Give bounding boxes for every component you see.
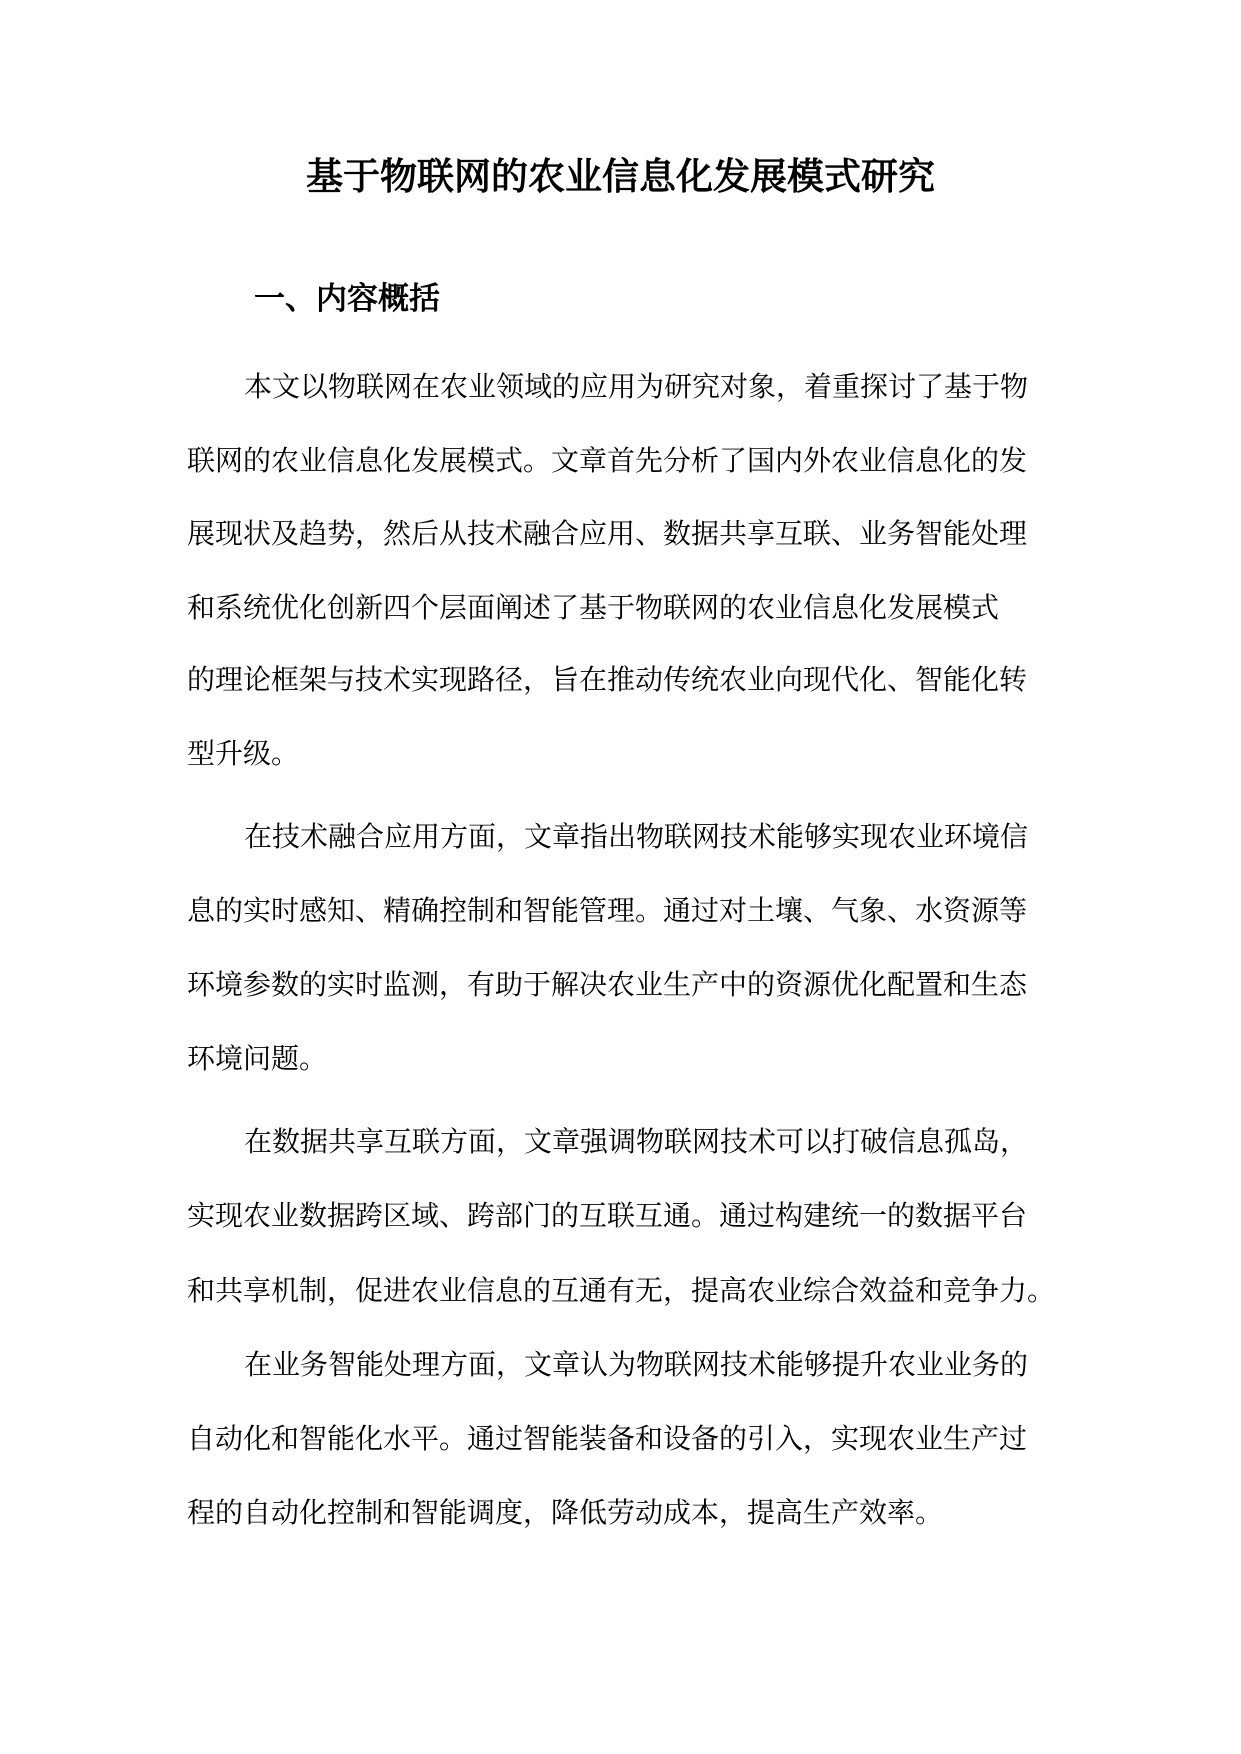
paragraph-3-line-2: 实现农业数据跨区域、跨部门的互联互通。通过构建统一的数据平台 [187, 1199, 1028, 1232]
paragraph-4-line-2: 自动化和智能化水平。通过智能装备和设备的引入，实现农业生产过 [187, 1422, 1028, 1455]
paragraph-4-line-3: 程的自动化控制和智能调度，降低劳动成本，提高生产效率。 [187, 1496, 944, 1529]
paragraph-2-line-4: 环境问题。 [187, 1042, 328, 1075]
paragraph-1-line-2: 联网的农业信息化发展模式。文章首先分析了国内外农业信息化的发 [187, 444, 1028, 477]
paragraph-2-line-1: 在技术融合应用方面，文章指出物联网技术能够实现农业环境信 [244, 820, 1029, 853]
paragraph-1-line-1: 本文以物联网在农业领域的应用为研究对象，着重探讨了基于物 [244, 370, 1029, 403]
paragraph-2-line-3: 环境参数的实时监测，有助于解决农业生产中的资源优化配置和生态 [187, 968, 1028, 1001]
paragraph-3-line-1: 在数据共享互联方面，文章强调物联网技术可以打破信息孤岛， [244, 1125, 1029, 1158]
paragraph-1-line-4: 和系统优化创新四个层面阐述了基于物联网的农业信息化发展模式 [187, 591, 1000, 624]
paragraph-1-line-6: 型升级。 [187, 737, 300, 770]
paragraph-2-line-2: 息的实时感知、精确控制和智能管理。通过对土壤、气象、水资源等 [187, 894, 1028, 927]
paragraph-1-line-5: 的理论框架与技术实现路径，旨在推动传统农业向现代化、智能化转 [187, 663, 1028, 696]
section-heading: 一、内容概括 [254, 281, 440, 317]
paragraph-1-line-3: 展现状及趋势，然后从技术融合应用、数据共享互联、业务智能处理 [187, 517, 1028, 550]
document-title: 基于物联网的农业信息化发展模式研究 [306, 154, 935, 198]
paragraph-4-line-1: 在业务智能处理方面，文章认为物联网技术能够提升农业业务的 [244, 1348, 1029, 1381]
paragraph-3-line-3: 和共享机制，促进农业信息的互通有无，提高农业综合效益和竞争力。 [187, 1274, 1056, 1307]
